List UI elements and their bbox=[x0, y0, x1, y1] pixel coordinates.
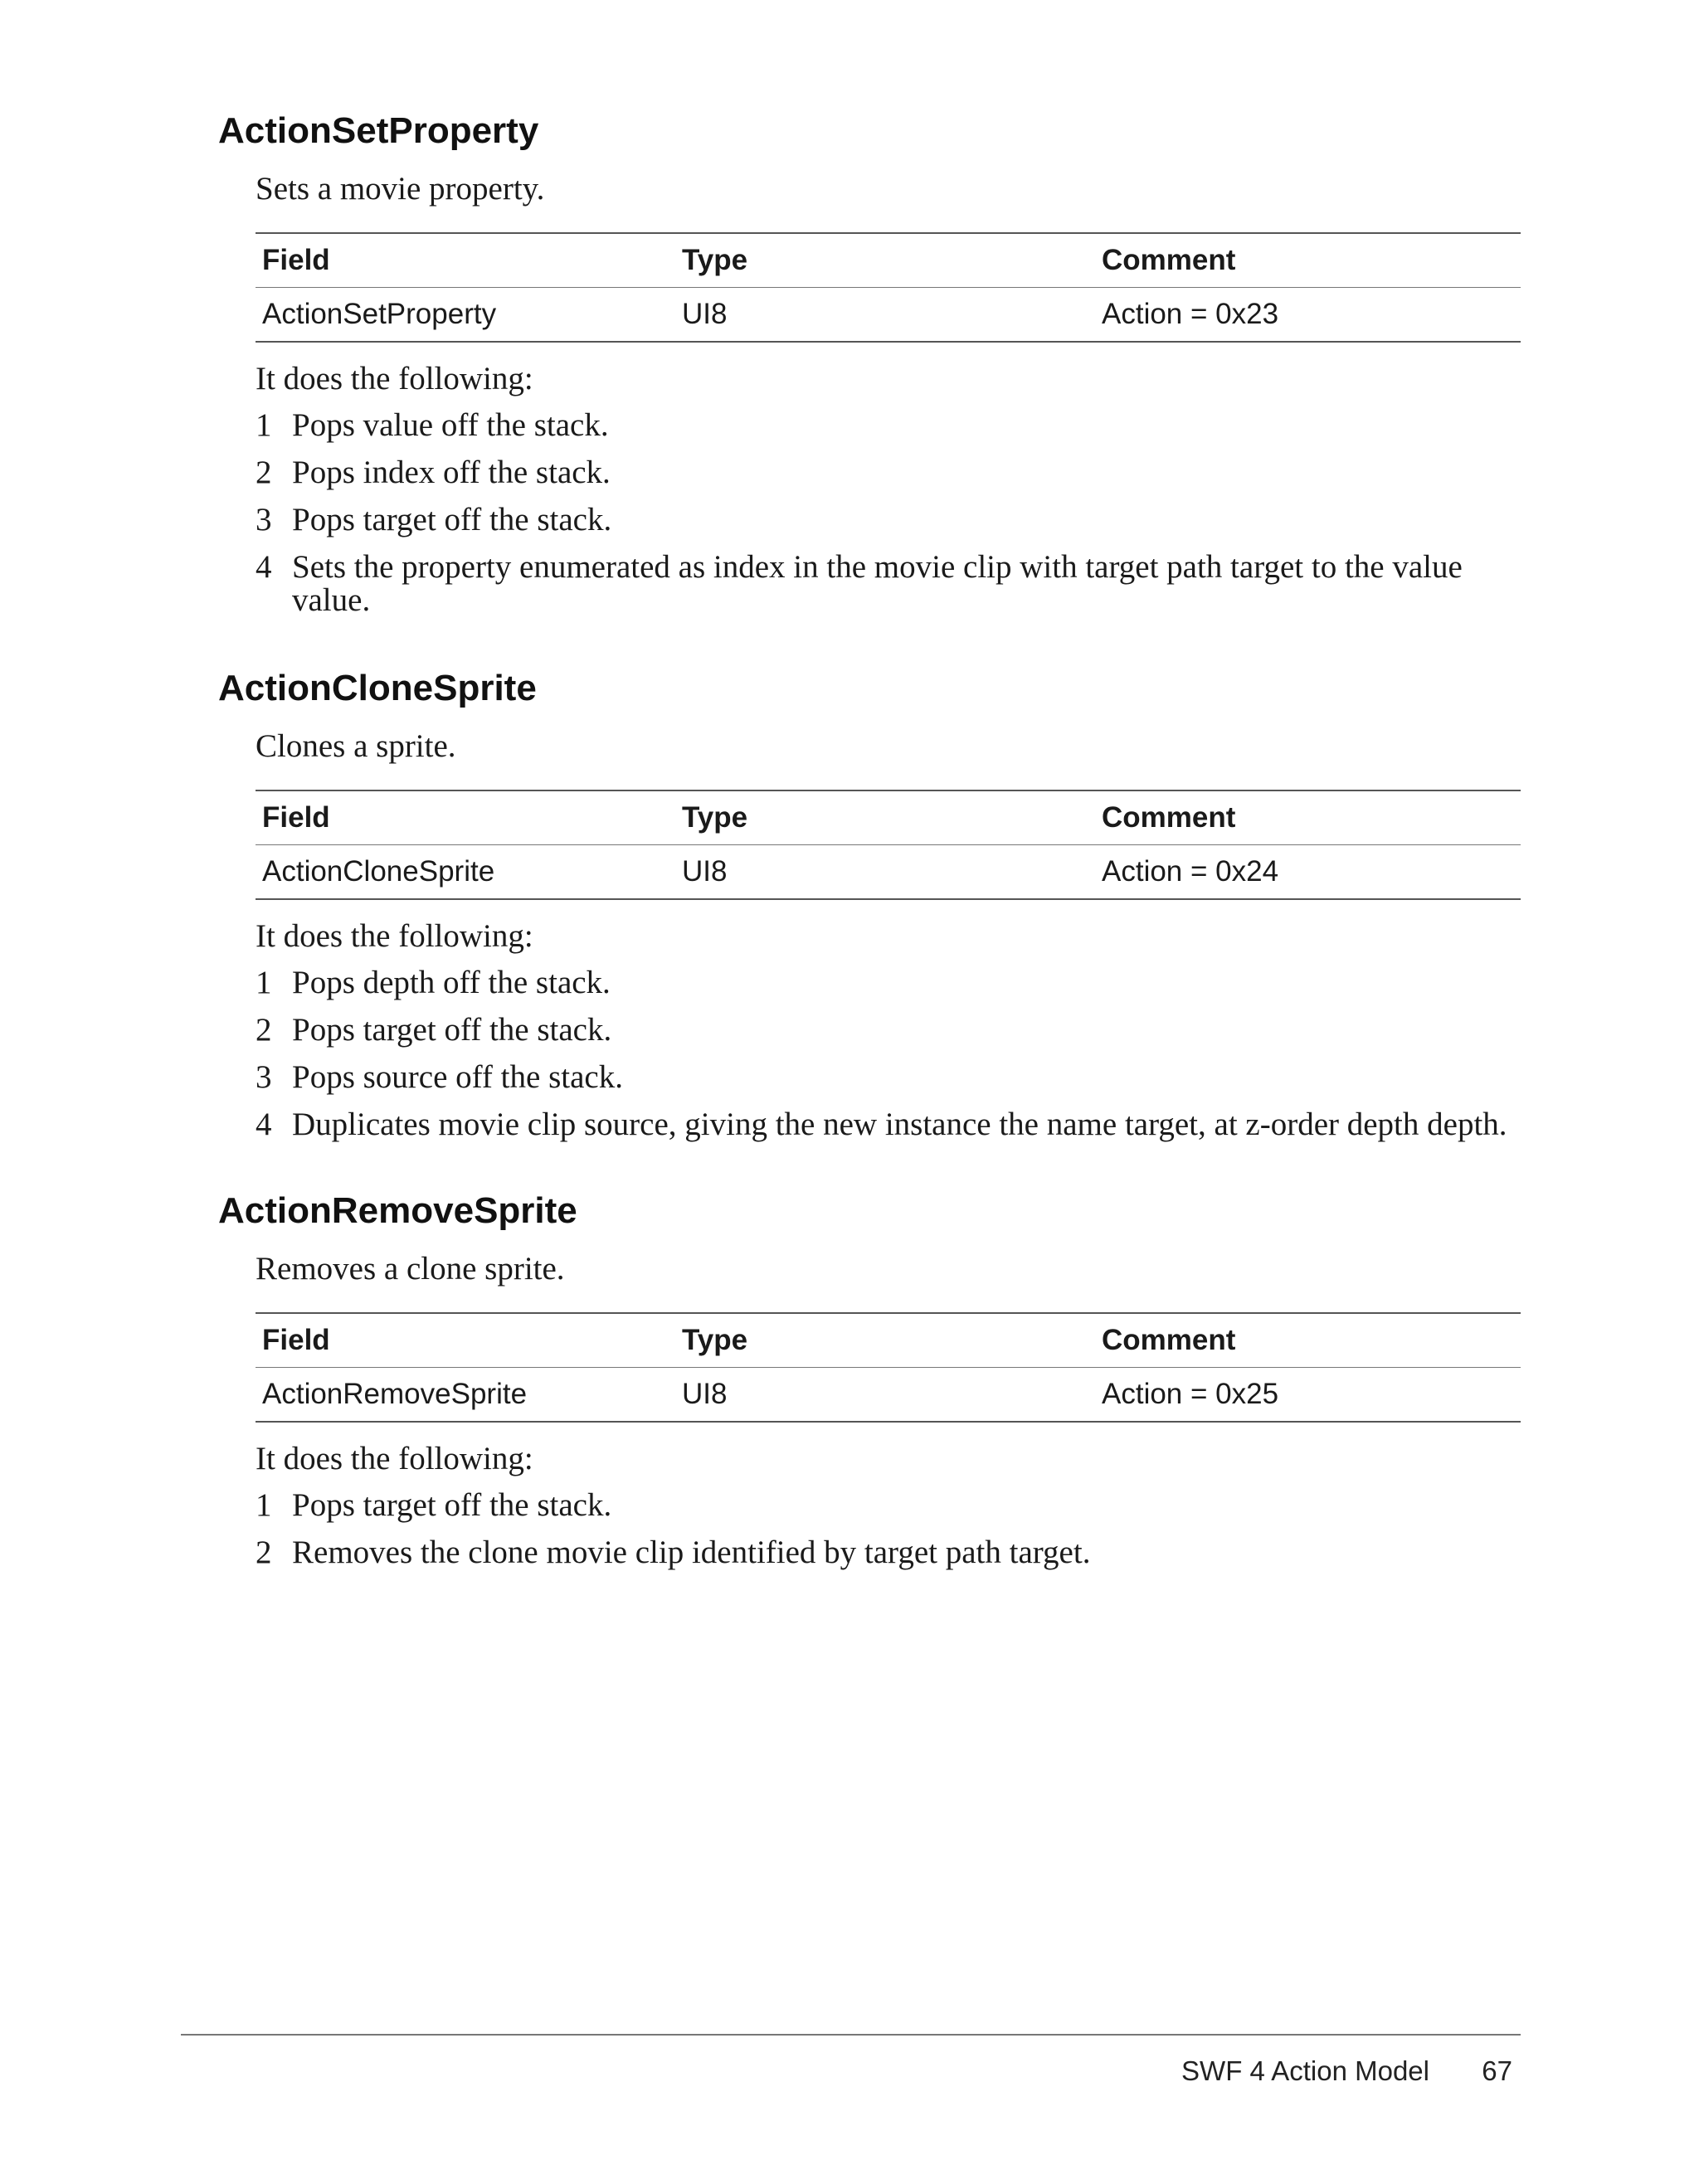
step-number: 2 bbox=[256, 1012, 272, 1048]
step-number: 4 bbox=[256, 549, 272, 585]
header-type: Type bbox=[675, 790, 1095, 845]
step-text: Pops target off the stack. bbox=[292, 502, 612, 537]
section-description: Clones a sprite. bbox=[256, 728, 456, 764]
steps-list bbox=[256, 1489, 1521, 1569]
list-item bbox=[256, 1108, 1521, 1141]
cell-comment: Action = 0x24 bbox=[1095, 845, 1521, 900]
steps-intro: It does the following: bbox=[256, 1441, 533, 1476]
header-comment: Comment bbox=[1095, 1313, 1521, 1368]
steps-intro: It does the following: bbox=[256, 361, 533, 396]
cell-type: UI8 bbox=[675, 288, 1095, 343]
cell-field: ActionSetProperty bbox=[256, 288, 675, 343]
section-heading: ActionSetProperty bbox=[218, 110, 539, 151]
section-action-remove-sprite bbox=[218, 1186, 1521, 1583]
list-item bbox=[256, 1536, 1521, 1569]
step-number: 1 bbox=[256, 965, 272, 1000]
section-action-clone-sprite bbox=[218, 664, 1521, 1155]
section-heading: ActionRemoveSprite bbox=[218, 1190, 577, 1231]
step-number: 3 bbox=[256, 1059, 272, 1095]
cell-comment: Action = 0x23 bbox=[1095, 288, 1521, 343]
cell-field: ActionRemoveSprite bbox=[256, 1368, 675, 1423]
step-text: Pops target off the stack. bbox=[292, 1012, 612, 1048]
step-number: 2 bbox=[256, 455, 272, 490]
list-item bbox=[256, 551, 1521, 617]
step-number: 3 bbox=[256, 502, 272, 537]
section-heading: ActionCloneSprite bbox=[218, 668, 537, 708]
table-row bbox=[256, 1368, 1521, 1423]
table-row bbox=[256, 288, 1521, 343]
step-text: Pops index off the stack. bbox=[292, 455, 611, 490]
table-header-row bbox=[256, 790, 1521, 845]
page-number: 67 bbox=[1482, 2055, 1512, 2086]
list-item bbox=[256, 456, 1521, 489]
list-item bbox=[256, 1489, 1521, 1522]
table-header-row bbox=[256, 1313, 1521, 1368]
list-item bbox=[256, 503, 1521, 537]
step-number: 4 bbox=[256, 1107, 272, 1142]
step-text: Pops source off the stack. bbox=[292, 1059, 623, 1095]
list-item bbox=[256, 966, 1521, 1000]
step-number: 1 bbox=[256, 1487, 272, 1523]
cell-type: UI8 bbox=[675, 845, 1095, 900]
header-field: Field bbox=[256, 1313, 675, 1368]
cell-type: UI8 bbox=[675, 1368, 1095, 1423]
section-description: Removes a clone sprite. bbox=[256, 1251, 565, 1287]
header-type: Type bbox=[675, 1313, 1095, 1368]
table-header-row bbox=[256, 233, 1521, 288]
steps-intro: It does the following: bbox=[256, 918, 533, 954]
list-item bbox=[256, 409, 1521, 442]
table-row bbox=[256, 845, 1521, 900]
footer-divider bbox=[181, 2034, 1521, 2036]
header-comment: Comment bbox=[1095, 790, 1521, 845]
step-text: Duplicates movie clip source, giving the new instance the name target, at z-order depth depth. bbox=[292, 1107, 1507, 1142]
step-text: Pops depth off the stack. bbox=[292, 965, 611, 1000]
step-text: Pops target off the stack. bbox=[292, 1487, 612, 1523]
steps-list bbox=[256, 409, 1521, 617]
footer-chapter-title: SWF 4 Action Model bbox=[1181, 2055, 1429, 2086]
step-text: Removes the clone movie clip identified by target path target. bbox=[292, 1535, 1091, 1570]
step-number: 2 bbox=[256, 1535, 272, 1570]
header-field: Field bbox=[256, 233, 675, 288]
list-item bbox=[256, 1014, 1521, 1047]
field-table bbox=[256, 232, 1521, 343]
field-table bbox=[256, 790, 1521, 900]
header-comment: Comment bbox=[1095, 233, 1521, 288]
step-text: Sets the property enumerated as index in the movie clip with target path target to the value value. bbox=[292, 549, 1463, 618]
cell-field: ActionCloneSprite bbox=[256, 845, 675, 900]
cell-comment: Action = 0x25 bbox=[1095, 1368, 1521, 1423]
field-table bbox=[256, 1312, 1521, 1423]
step-number: 1 bbox=[256, 407, 272, 443]
header-type: Type bbox=[675, 233, 1095, 288]
header-field: Field bbox=[256, 790, 675, 845]
steps-list bbox=[256, 966, 1521, 1141]
step-text: Pops value off the stack. bbox=[292, 407, 609, 443]
list-item bbox=[256, 1061, 1521, 1094]
section-action-set-property bbox=[218, 106, 1521, 631]
section-description: Sets a movie property. bbox=[256, 171, 545, 207]
